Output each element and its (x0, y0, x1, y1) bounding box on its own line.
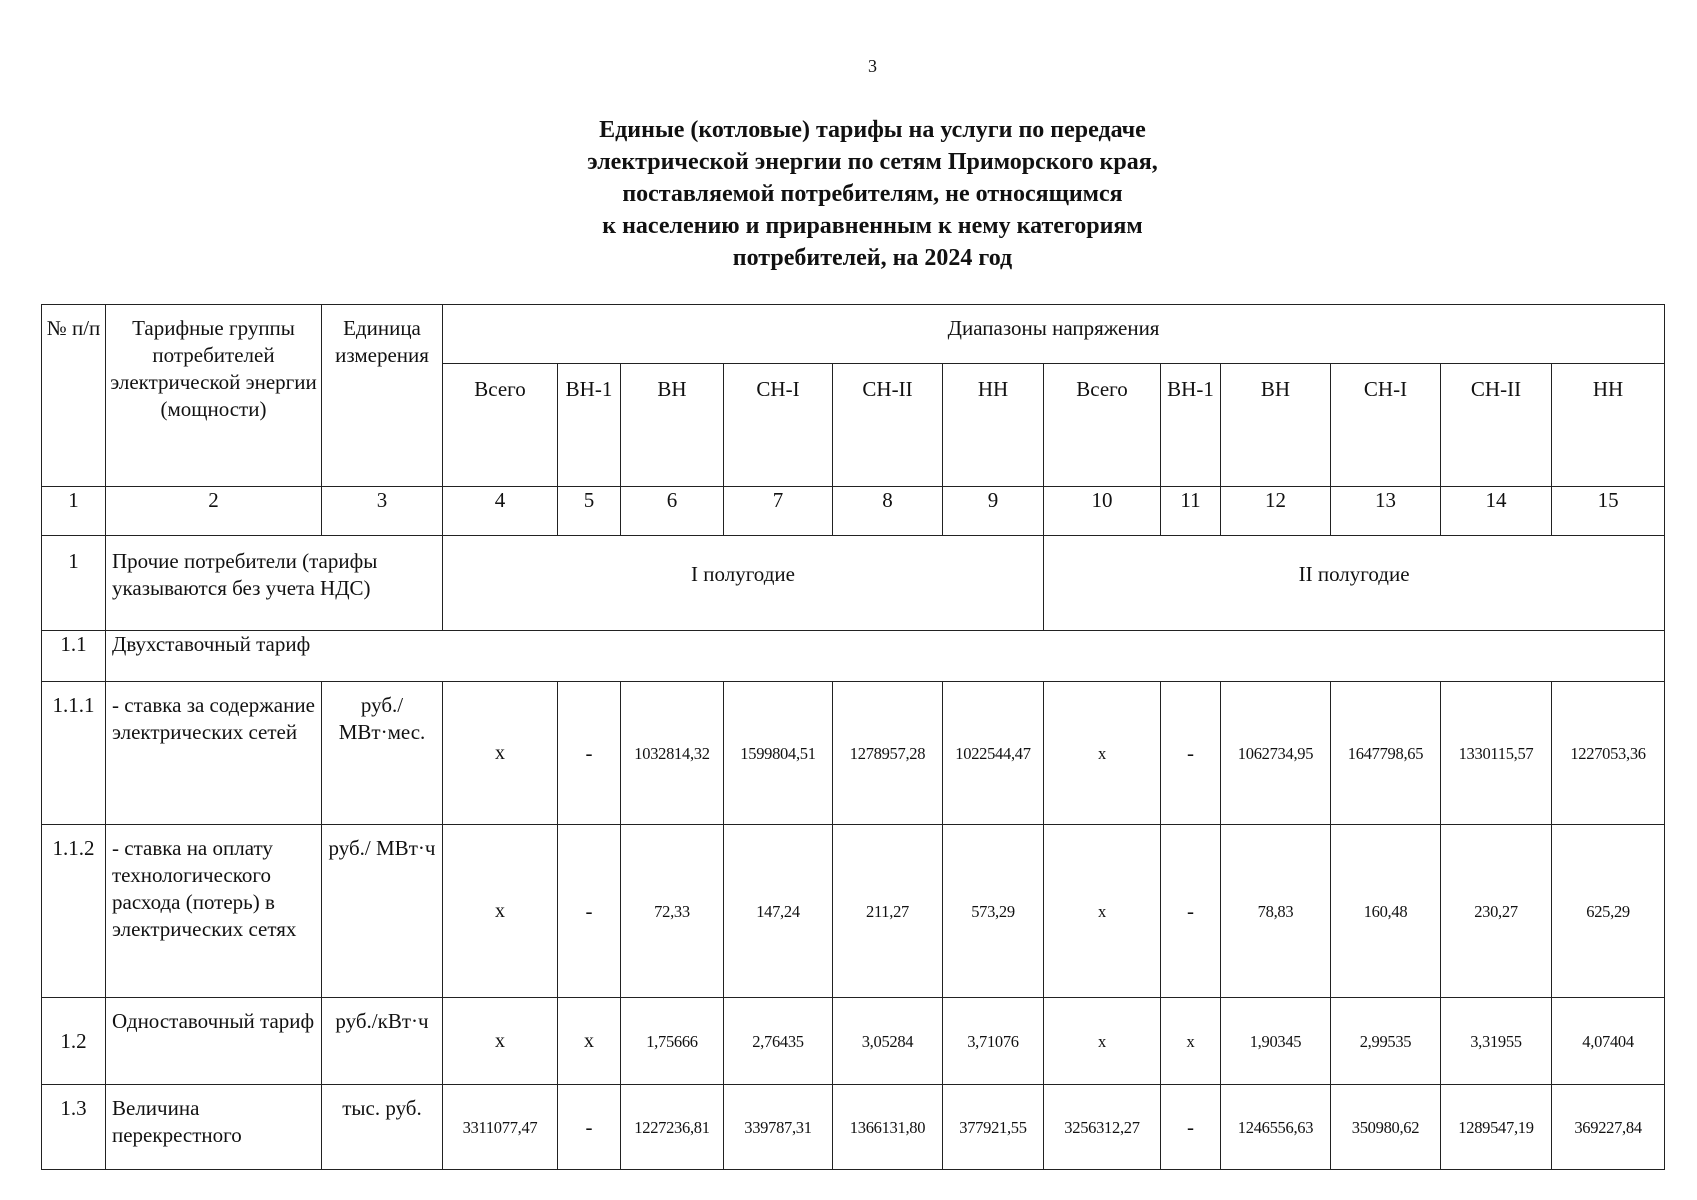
header-sub-cell: НН (943, 364, 1044, 487)
value-cell: 1366131,80 (833, 1085, 943, 1170)
header-sub-cell: ВН (1221, 364, 1331, 487)
value-cell: 573,29 (943, 825, 1044, 998)
value-cell: 625,29 (1552, 825, 1665, 998)
table-row (42, 825, 1665, 998)
value-cell: 230,27 (1441, 825, 1552, 998)
row-name: - ставка за содержание электрических сетей (106, 682, 322, 825)
header-tariff-groups: Тарифные группы потребителей электрической энергии (мощности) (106, 305, 322, 487)
column-number: 2 (106, 487, 322, 536)
value-cell: 147,24 (724, 825, 833, 998)
value-cell: 72,33 (621, 825, 724, 998)
column-number: 13 (1331, 487, 1441, 536)
column-number: 1 (42, 487, 106, 536)
value-cell: 1227053,36 (1552, 682, 1665, 825)
value-cell: 377921,55 (943, 1085, 1044, 1170)
value-cell: - (1161, 825, 1221, 998)
value-cell: 1062734,95 (1221, 682, 1331, 825)
header-sub-cell: ВН (621, 364, 724, 487)
value-cell: 1,90345 (1221, 998, 1331, 1085)
header-sub-cell: СН-II (833, 364, 943, 487)
column-number: 3 (322, 487, 443, 536)
header-sub-cell: СН-I (724, 364, 833, 487)
header-sub-cell: ВН-1 (1161, 364, 1221, 487)
table-row (42, 1085, 1665, 1170)
value-cell: 1330115,57 (1441, 682, 1552, 825)
value-cell: 350980,62 (1331, 1085, 1441, 1170)
value-cell: - (558, 825, 621, 998)
value-cell: х (443, 998, 558, 1085)
value-cell: 339787,31 (724, 1085, 833, 1170)
value-cell: 211,27 (833, 825, 943, 998)
column-number: 11 (1161, 487, 1221, 536)
value-cell: 4,07404 (1552, 998, 1665, 1085)
header-voltage-ranges: Диапазоны напряжения (443, 305, 1665, 364)
title-line: Единые (котловые) тарифы на услуги по передаче (599, 117, 1146, 143)
row-number: 1.3 (42, 1085, 106, 1170)
table-row-1-1 (42, 631, 1665, 682)
row-unit: руб./ МВт·ч (322, 825, 443, 998)
value-cell: 1278957,28 (833, 682, 943, 825)
row-unit: руб./ МВт·мес. (322, 682, 443, 825)
column-number: 10 (1044, 487, 1161, 536)
header-sub-cell: Всего (1044, 364, 1161, 487)
title-line: электрической энергии по сетям Приморского края, (587, 149, 1158, 175)
value-cell: 1227236,81 (621, 1085, 724, 1170)
value-cell: х (558, 998, 621, 1085)
value-cell: 3,31955 (1441, 998, 1552, 1085)
row-name: - ставка на оплату технологического расхода (потерь) в электрических сетях (106, 825, 322, 998)
table-row (42, 682, 1665, 825)
header-no: № п/п (42, 305, 106, 487)
page-number: 3 (868, 56, 877, 76)
value-cell: - (558, 682, 621, 825)
header-sub-cell: Всего (443, 364, 558, 487)
title-line: потребителей, на 2024 год (732, 245, 1013, 271)
value-cell: 2,99535 (1331, 998, 1441, 1085)
value-cell: - (1161, 682, 1221, 825)
value-cell: - (558, 1085, 621, 1170)
value-cell: х (1044, 998, 1161, 1085)
value-cell: 2,76435 (724, 998, 833, 1085)
value-cell: 1289547,19 (1441, 1085, 1552, 1170)
value-cell: х (443, 682, 558, 825)
half-year-2: II полугодие (1044, 536, 1665, 631)
value-cell: 160,48 (1331, 825, 1441, 998)
header-row-main (42, 305, 1665, 364)
value-cell: 1246556,63 (1221, 1085, 1331, 1170)
column-number: 14 (1441, 487, 1552, 536)
tariffs-table (41, 304, 1665, 1170)
value-cell: 1,75666 (621, 998, 724, 1085)
column-number: 6 (621, 487, 724, 536)
row-number: 1.1 (42, 631, 106, 682)
value-cell: 3,05284 (833, 998, 943, 1085)
value-cell: х (443, 825, 558, 998)
row-number: 1.1.1 (42, 682, 106, 825)
column-number: 15 (1552, 487, 1665, 536)
value-cell: 3,71076 (943, 998, 1044, 1085)
column-number: 12 (1221, 487, 1331, 536)
table-row (42, 998, 1665, 1085)
value-cell: 369227,84 (1552, 1085, 1665, 1170)
value-cell: 1032814,32 (621, 682, 724, 825)
value-cell: 78,83 (1221, 825, 1331, 998)
value-cell: 1647798,65 (1331, 682, 1441, 825)
title-line: поставляемой потребителям, не относящимся (622, 181, 1123, 207)
column-number: 5 (558, 487, 621, 536)
table-row-group-1 (42, 536, 1665, 631)
column-number: 9 (943, 487, 1044, 536)
document-title (0, 114, 1697, 274)
header-sub-cell: НН (1552, 364, 1665, 487)
value-cell: х (1044, 682, 1161, 825)
half-year-1: I полугодие (443, 536, 1044, 631)
column-number: 4 (443, 487, 558, 536)
row-number: 1.1.2 (42, 825, 106, 998)
header-unit: Единица измерения (322, 305, 443, 487)
value-cell: 1022544,47 (943, 682, 1044, 825)
value-cell: 3311077,47 (443, 1085, 558, 1170)
row-unit: руб./кВт·ч (322, 998, 443, 1085)
row-name: Величина перекрестного (106, 1085, 322, 1170)
value-cell: х (1044, 825, 1161, 998)
row-number: 1 (42, 536, 106, 631)
title-line: к населению и приравненным к нему категориям (602, 213, 1143, 239)
row-unit: тыс. руб. (322, 1085, 443, 1170)
column-number: 8 (833, 487, 943, 536)
value-cell: - (1161, 1085, 1221, 1170)
row-name: Двухставочный тариф (106, 631, 1665, 682)
header-sub-cell: СН-I (1331, 364, 1441, 487)
value-cell: 3256312,27 (1044, 1085, 1161, 1170)
value-cell: х (1161, 998, 1221, 1085)
row-name: Прочие потребители (тарифы указываются без учета НДС) (106, 536, 443, 631)
header-sub-cell: ВН-1 (558, 364, 621, 487)
row-number: 1.2 (42, 998, 106, 1085)
column-numbers-row (42, 487, 1665, 536)
header-sub-cell: СН-II (1441, 364, 1552, 487)
column-number: 7 (724, 487, 833, 536)
row-name: Одноставочный тариф (106, 998, 322, 1085)
value-cell: 1599804,51 (724, 682, 833, 825)
